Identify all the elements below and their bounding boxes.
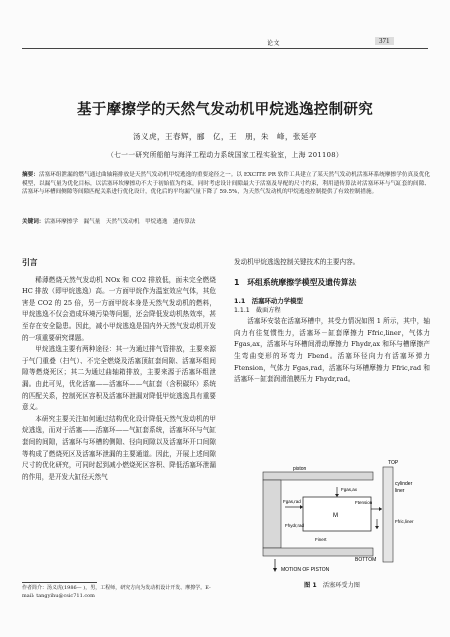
abstract xyxy=(22,171,430,197)
paragraph: 稀薄燃烧天然气发动机 NOx 和 CO2 排放低，面未完全燃烧 HC 排放（即甲烷逃逸）高。一方面甲烷作为温室效应气体，其危害是 CO2 的 25 倍，另一方面甲烷本身是天然气发动机的燃料，甲烷逃逸不仅会造成环境污染等问题，还会降低发动机热效率，甚至存在安全隐患。因此，减小甲烷逃逸是国内外天然气发动机开发的一项重要研究课题。 xyxy=(22,275,216,342)
arrowhead xyxy=(379,507,382,511)
running-header: 论文 xyxy=(267,40,281,47)
figure-caption xyxy=(234,580,430,589)
ring-force-diagram xyxy=(245,457,425,575)
page-number: 371 xyxy=(375,37,394,45)
header-rule xyxy=(22,48,428,49)
abstract-label: 摘要： xyxy=(22,172,39,178)
label-ftension: Ftension xyxy=(355,500,373,505)
keywords-label: 关键词： xyxy=(22,219,45,225)
arrowhead xyxy=(375,526,379,529)
piston-top-land xyxy=(263,472,373,480)
author-footnote: 作者简介：汤义虎(1986— )，男，工程师，研究方向为发动机设计开发、摩擦学。E-mail: tangyihu@csic711.com xyxy=(22,585,211,599)
label-ffric: Ffric,liner xyxy=(395,519,414,524)
label-liner: liner xyxy=(395,488,405,494)
keywords-text: 活塞环摩擦学 漏气量 天然气发动机 甲烷逃逸 遗传算法 xyxy=(44,219,196,225)
caption-label: 图 1 xyxy=(304,582,317,589)
subsubsection-heading: 1.1.1 截面方程 xyxy=(234,307,281,315)
label-top: TOP xyxy=(388,460,399,466)
piston-bottom-land xyxy=(263,548,373,556)
paragraph: 活塞环安装在活塞环槽中，其受力情况如图 1 所示，其中，轴向力有往复惯性力，活塞环－缸套摩擦力 Ffric,liner，气体力 Fgas,ax，活塞环与环槽间滑动摩擦力 Fhydr,ax 和环与槽摩擦产生弯曲变形的环弯力 Fbend。活塞环径向力有活塞环弹力 Ftension，气体力 Fgas,rad，活塞环与环槽摩擦力 Ffric,rad 和活塞环－缸套润滑油膜压力 Fhydr,rad。 xyxy=(234,317,430,384)
section-heading-1: 1 环组系统摩擦学模型及遗传算法 xyxy=(234,277,357,287)
label-fgas-ax: Fgas,ax xyxy=(341,487,358,492)
paper-title: 基于摩擦学的天然气发动机甲烷逃逸控制研究 xyxy=(77,102,373,118)
label-cylinder: cylinder xyxy=(395,481,413,487)
author-list: 汤义虎，王春辉，郦 亿，王 朋，朱 峰，张延亭 xyxy=(133,132,317,141)
cylinder-liner xyxy=(383,467,393,562)
label-piston: piston xyxy=(293,466,307,472)
keywords xyxy=(22,218,430,226)
label-finert: Finert xyxy=(315,537,327,542)
paragraph: 甲烷逃逸主要有两种途径：其一为通过排气管排放，主要来源于气门重叠（扫气）、不完全燃烧及活塞顶缸套间隙、活塞环组间隙等燃烧死区；其二为通过曲轴箱排放，主要来源于活塞环组泄漏。由此可见，优化活塞——活塞环——气缸套（含积碳环）系统的匹配关系，控制死区容积及活塞环泄漏对降低甲烷逃逸具有重要意义。 xyxy=(22,345,216,412)
caption-text: 活塞环受力图 xyxy=(322,582,360,589)
section-heading-intro: 引言 xyxy=(22,258,38,267)
piston-body xyxy=(263,480,281,548)
label-fgas-rad: Fgas,rad xyxy=(283,499,301,504)
label-bottom: BOTTOM xyxy=(355,557,377,563)
left-column xyxy=(22,257,216,483)
arrowhead xyxy=(273,568,277,572)
arrowhead xyxy=(300,505,303,509)
affiliation: （七一一研究所船舶与海洋工程动力系统国家工程实验室，上海 201108） xyxy=(106,151,343,159)
paragraph: 发动机甲烷逃逸控制关键技术的主要内容。 xyxy=(234,258,360,266)
label-fhydr: Fhydr,rad xyxy=(285,523,305,528)
right-column xyxy=(234,257,430,386)
label-motion: MOTION OF PISTON xyxy=(281,567,330,573)
paragraph: 本研究主要关注如何通过结构优化设计降低天然气发动机的甲烷逃逸，而对于活塞——活塞环——气缸套系统，活塞环环与气缸套间的间隙，活塞环与环槽的侧隙、径向间隙以及活塞环开口间隙等构成了燃烧死区及活塞环泄漏的主要通道。因此，开展上述间隙尺寸的优化研究，可同时起到减小燃烧死区容积、降低活塞环泄漏的作用，是开发大缸径天然气 xyxy=(22,414,216,481)
subsection-heading: 1.1 活塞环动力学模型 xyxy=(234,297,303,306)
footnote-rule xyxy=(22,582,97,583)
arrowhead xyxy=(335,494,339,497)
label-moment: M xyxy=(333,513,338,519)
abstract-text: 活塞环组泄漏的燃气通过曲轴箱排放是天然气发动机甲烷逃逸的重要途径之一。以 EXCITE PR 软件工具建立了某天然气发动机活塞环系统摩擦学仿真及优化模型，以漏气量为优化目标，以活塞环坎摩擦功不大于初始值为约束，同时考虑设计间隙最大于活塞及导配的尺寸约束，利用遗传算法对活塞环环与气缸套的间隙、活塞环与环槽间侧隙等间隙匹配关系进行优化设计，优化后的平均漏气量下降了 59.5%，为天然气发动机的甲烷逃逸控制提供了有效控制措施。 xyxy=(22,172,430,196)
